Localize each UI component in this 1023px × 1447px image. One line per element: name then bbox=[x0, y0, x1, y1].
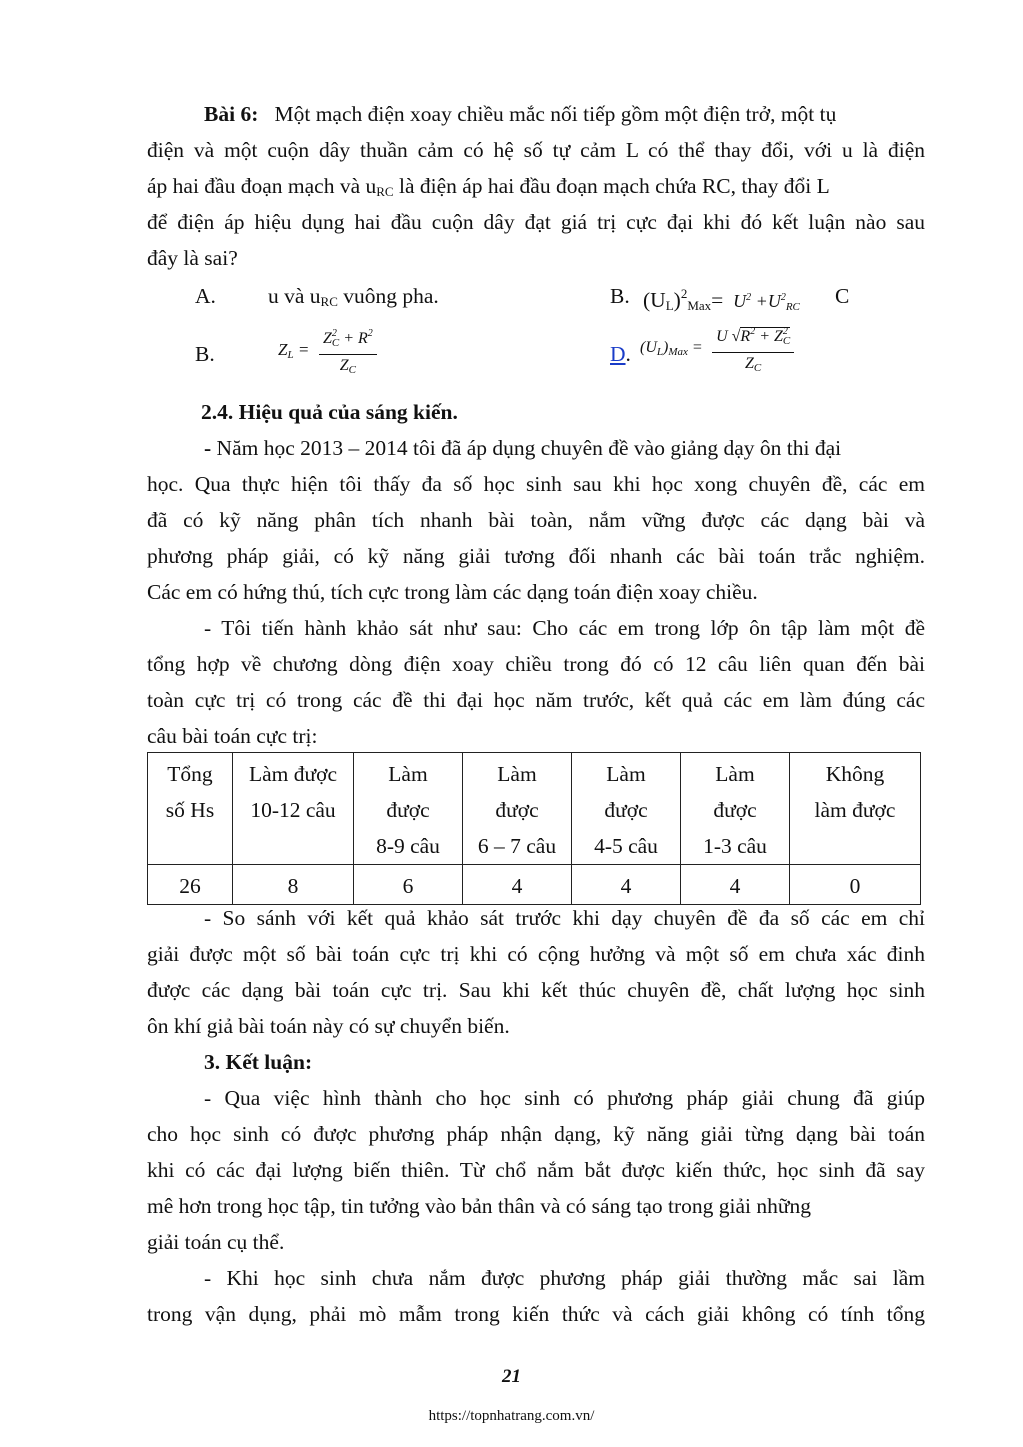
section-3-p1-line-1: - Qua việc hình thành cho học sinh có phương pháp giải chung đã giúp bbox=[204, 1086, 925, 1110]
section-3-p2-line-1: - Khi học sinh chưa nắm được phương pháp giải thường mắc sai lầm bbox=[204, 1266, 925, 1290]
section-2-4-p2-line-1: - Tôi tiến hành khảo sát như sau: Cho các em trong lớp ôn tập làm một đề bbox=[204, 616, 925, 640]
section-2-4-p1-line-3: đã có kỹ năng phân tích nhanh bài toàn, nắm vững được các dạng bài và bbox=[147, 508, 925, 532]
section-2-4-p2-line-3: toàn cực trị có trong các đề thi đại học năm trước, kết quả các em làm đúng các bbox=[147, 688, 925, 712]
section-2-4-p2-line-2: tổng hợp về chương dòng điện xoay chiều trong đó có 12 câu liên quan đến bài bbox=[147, 652, 925, 676]
section-3-p1-line-3: khi có các đại lượng biến thiên. Từ chổ nắm bắt được kiến thức, học sinh đã say bbox=[147, 1158, 925, 1182]
option-a-text: u và $u_{RC}$ vuông pha. bbox=[268, 284, 439, 309]
section-2-4-p1-line-1: - Năm học 2013 – 2014 tôi đã áp dụng chuyên đề vào giảng dạy ôn thi đại bbox=[204, 436, 842, 460]
page-number: 21 bbox=[502, 1366, 521, 1387]
table-row bbox=[148, 865, 921, 905]
section-2-4-p1-line-4: phương pháp giải, có kỹ năng giải tương đối nhanh các bài toán trắc nghiệm. bbox=[147, 544, 925, 568]
section-2-4-title: 2.4. Hiệu quả của sáng kiến. bbox=[201, 400, 458, 424]
after-table-line-2: giải được một số bài toán cực trị khi có cộng hưởng và một số em chưa xác đinh bbox=[147, 942, 925, 966]
option-b2-formula: ZL = $\frac{Z^2C + R^2}{ZC}$ bbox=[278, 324, 377, 380]
problem-6-text-1: Một mạch điện xoay chiều mắc nối tiếp gồm một điện trở, một tụ bbox=[274, 102, 837, 126]
table-header-cell: Không làm được bbox=[790, 753, 921, 865]
table-cell: 8 bbox=[233, 865, 354, 905]
table-cell: 26 bbox=[148, 865, 233, 905]
table-cell: 6 bbox=[354, 865, 463, 905]
table-header-row bbox=[148, 753, 921, 865]
section-3-p2-line-2: trong vận dụng, phải mò mẫm trong kiến thức và cách giải không có tính tổng bbox=[147, 1302, 925, 1326]
section-3-p1-line-5: giải toán cụ thể. bbox=[147, 1230, 285, 1254]
option-b2-label: B. bbox=[195, 342, 215, 366]
problem-6-label: Bài 6: bbox=[204, 102, 259, 126]
table-header-cell: Làm được 1-3 câu bbox=[681, 753, 790, 865]
problem-6-line-1 bbox=[147, 100, 925, 128]
problem-6-line-5: đây là sai? bbox=[147, 246, 238, 270]
table-cell: 4 bbox=[681, 865, 790, 905]
table-cell: 0 bbox=[790, 865, 921, 905]
table-header-cell: Làm được 8-9 câu bbox=[354, 753, 463, 865]
after-table-line-4: ôn khí giả bài toán này có sự chuyển biến. bbox=[147, 1014, 510, 1038]
option-b1-label: B. bbox=[610, 284, 630, 308]
after-table-line-3: được các dạng bài toán cực trị. Sau khi kết thúc chuyên đề, chất lượng học sinh bbox=[147, 978, 925, 1002]
option-b1-tail: C bbox=[835, 284, 850, 308]
section-3-p1-line-2: cho học sinh có được phương pháp nhận dạng, kỹ năng giải từng dạng bài toán bbox=[147, 1122, 925, 1146]
table-header-cell: Làm được 6 – 7 câu bbox=[463, 753, 572, 865]
table-header-cell: Tổng số Hs bbox=[148, 753, 233, 865]
option-d-formula: (UL)Max = $\frac{U √R^2 + Z^2C}{ZC}$ bbox=[640, 322, 794, 378]
problem-6-line-4: để điện áp hiệu dụng hai đầu cuộn dây đạt giá trị cực đại khi đó kết luận nào sau bbox=[147, 210, 925, 234]
option-a-label: A. bbox=[195, 284, 216, 308]
table-cell: 4 bbox=[572, 865, 681, 905]
section-2-4-p2-line-4: câu bài toán cực trị: bbox=[147, 724, 318, 748]
problem-6-line-3: áp hai đầu đoạn mạch và $u_{RC}$ là điện áp hai đầu đoạn mạch chứa RC, thay đổi L bbox=[147, 174, 830, 199]
section-3-title: 3. Kết luận: bbox=[204, 1050, 313, 1074]
results-table bbox=[147, 752, 921, 905]
option-d-label: D. bbox=[610, 342, 631, 366]
problem-6-line-2: điện và một cuộn dây thuần cảm có hệ số tự cảm L có thể thay đổi, với u là điện bbox=[147, 138, 925, 162]
option-b1-formula: $(U_L)^2_{Max}= U^2 +U^2RC$ bbox=[643, 286, 800, 313]
table-header-cell: Làm được 4-5 câu bbox=[572, 753, 681, 865]
section-2-4-p1-line-5: Các em có hứng thú, tích cực trong làm các dạng toán điện xoay chiều. bbox=[147, 580, 758, 604]
footer-url[interactable]: https://topnhatrang.com.vn/ bbox=[428, 1408, 595, 1424]
after-table-line-1: - So sánh với kết quả khảo sát trước khi dạy chuyên đề đa số các em chỉ bbox=[204, 906, 925, 930]
section-3-p1-line-4: mê hơn trong học tập, tin tưởng vào bản thân và có sáng tạo trong giải những bbox=[147, 1194, 812, 1218]
section-2-4-p1-line-2: học. Qua thực hiện tôi thấy đa số học sinh sau khi học xong chuyên đề, các em bbox=[147, 472, 925, 496]
table-header-cell: Làm được 10-12 câu bbox=[233, 753, 354, 865]
table-cell: 4 bbox=[463, 865, 572, 905]
